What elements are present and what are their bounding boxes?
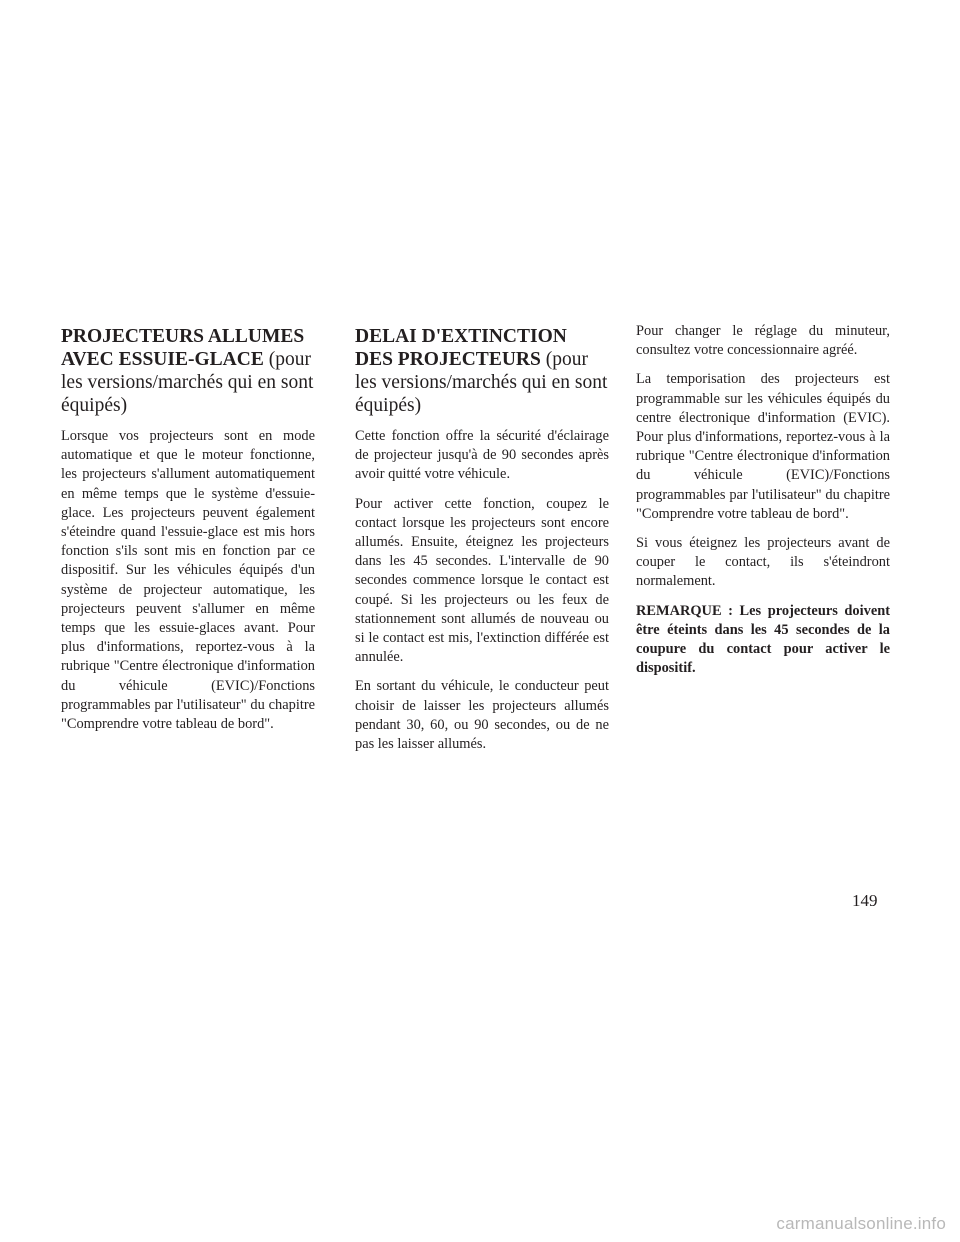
paragraph: Pour changer le réglage du minuteur, consultez votre concessionnaire agréé. [636,323,890,359]
paragraph: Si vous éteignez les projecteurs avant de couper le contact, ils s'éteindront normalement. [636,535,890,590]
section-heading-headlight-delay [355,325,609,417]
heading-main: DELAI D'EXTINCTION DES PROJECTEURS [355,326,567,370]
column-middle [355,322,609,764]
column-right [636,322,890,688]
note-remarque: REMARQUE : Les projecteurs doivent être éteints dans les 45 secondes de la coupure du contact pour activer le dispositif. [636,602,890,677]
paragraph: Lorsque vos projecteurs sont en mode automatique et que le moteur fonctionne, les projecteurs s'allument automatiquement en même temps que le système d'essuie-glace. Les projecteurs peuvent également s'éteindre quand l'essuie-glace est mis hors fonction s'ils sont mis en fonction par ce dispositif. Sur les véhicules équipés d'un système de projecteur automatique, les projecteurs peuvent s'allumer en même temps que les essuie-glaces avant. Pour plus d'informations, reportez-vous à la rubrique "Centre électronique d'information du véhicule (EVIC)/Fonctions programmables par l'utilisateur" du chapitre "Comprendre votre tableau de bord". [61,428,315,733]
paragraph: Cette fonction offre la sécurité d'éclairage de projecteur jusqu'à de 90 secondes après avoir quitté votre véhicule. [355,428,609,483]
page-number: 149 [852,891,878,910]
paragraph: La temporisation des projecteurs est programmable sur les véhicules équipés du centre électronique d'information (EVIC). Pour plus d'informations, reportez-vous à la rubrique "Centre électronique d'information du véhicule (EVIC)/Fonctions programmables par l'utilisateur" du chapitre "Comprendre votre tableau de bord". [636,371,890,522]
heading-suffix: (pour les versions/marchés qui en sont équipés) [355,349,608,416]
heading-main: PROJECTEURS ALLUMES AVEC ESSUIE-GLACE [61,326,305,370]
paragraph: Pour activer cette fonction, coupez le contact lorsque les projecteurs sont encore allumés. Ensuite, éteignez les projecteurs dans les 45 secondes. L'intervalle de 90 secondes commence lorsque le contact est coupé. Si les projecteurs ou les feux de stationnement sont allumés de nouveau ou si le contact est mis, l'extinction différée est annulée. [355,495,609,666]
paragraph: En sortant du véhicule, le conducteur peut choisir de laisser les projecteurs allumés pendant 30, 60, ou 90 secondes, ou de ne pas les laisser allumés. [355,678,609,753]
column-left [61,322,315,744]
section-heading-headlights-with-wipers [61,325,315,417]
heading-suffix: (pour les versions/marchés qui en sont équipés) [61,349,314,416]
watermark-text: carmanualsonline.info [776,1214,946,1233]
